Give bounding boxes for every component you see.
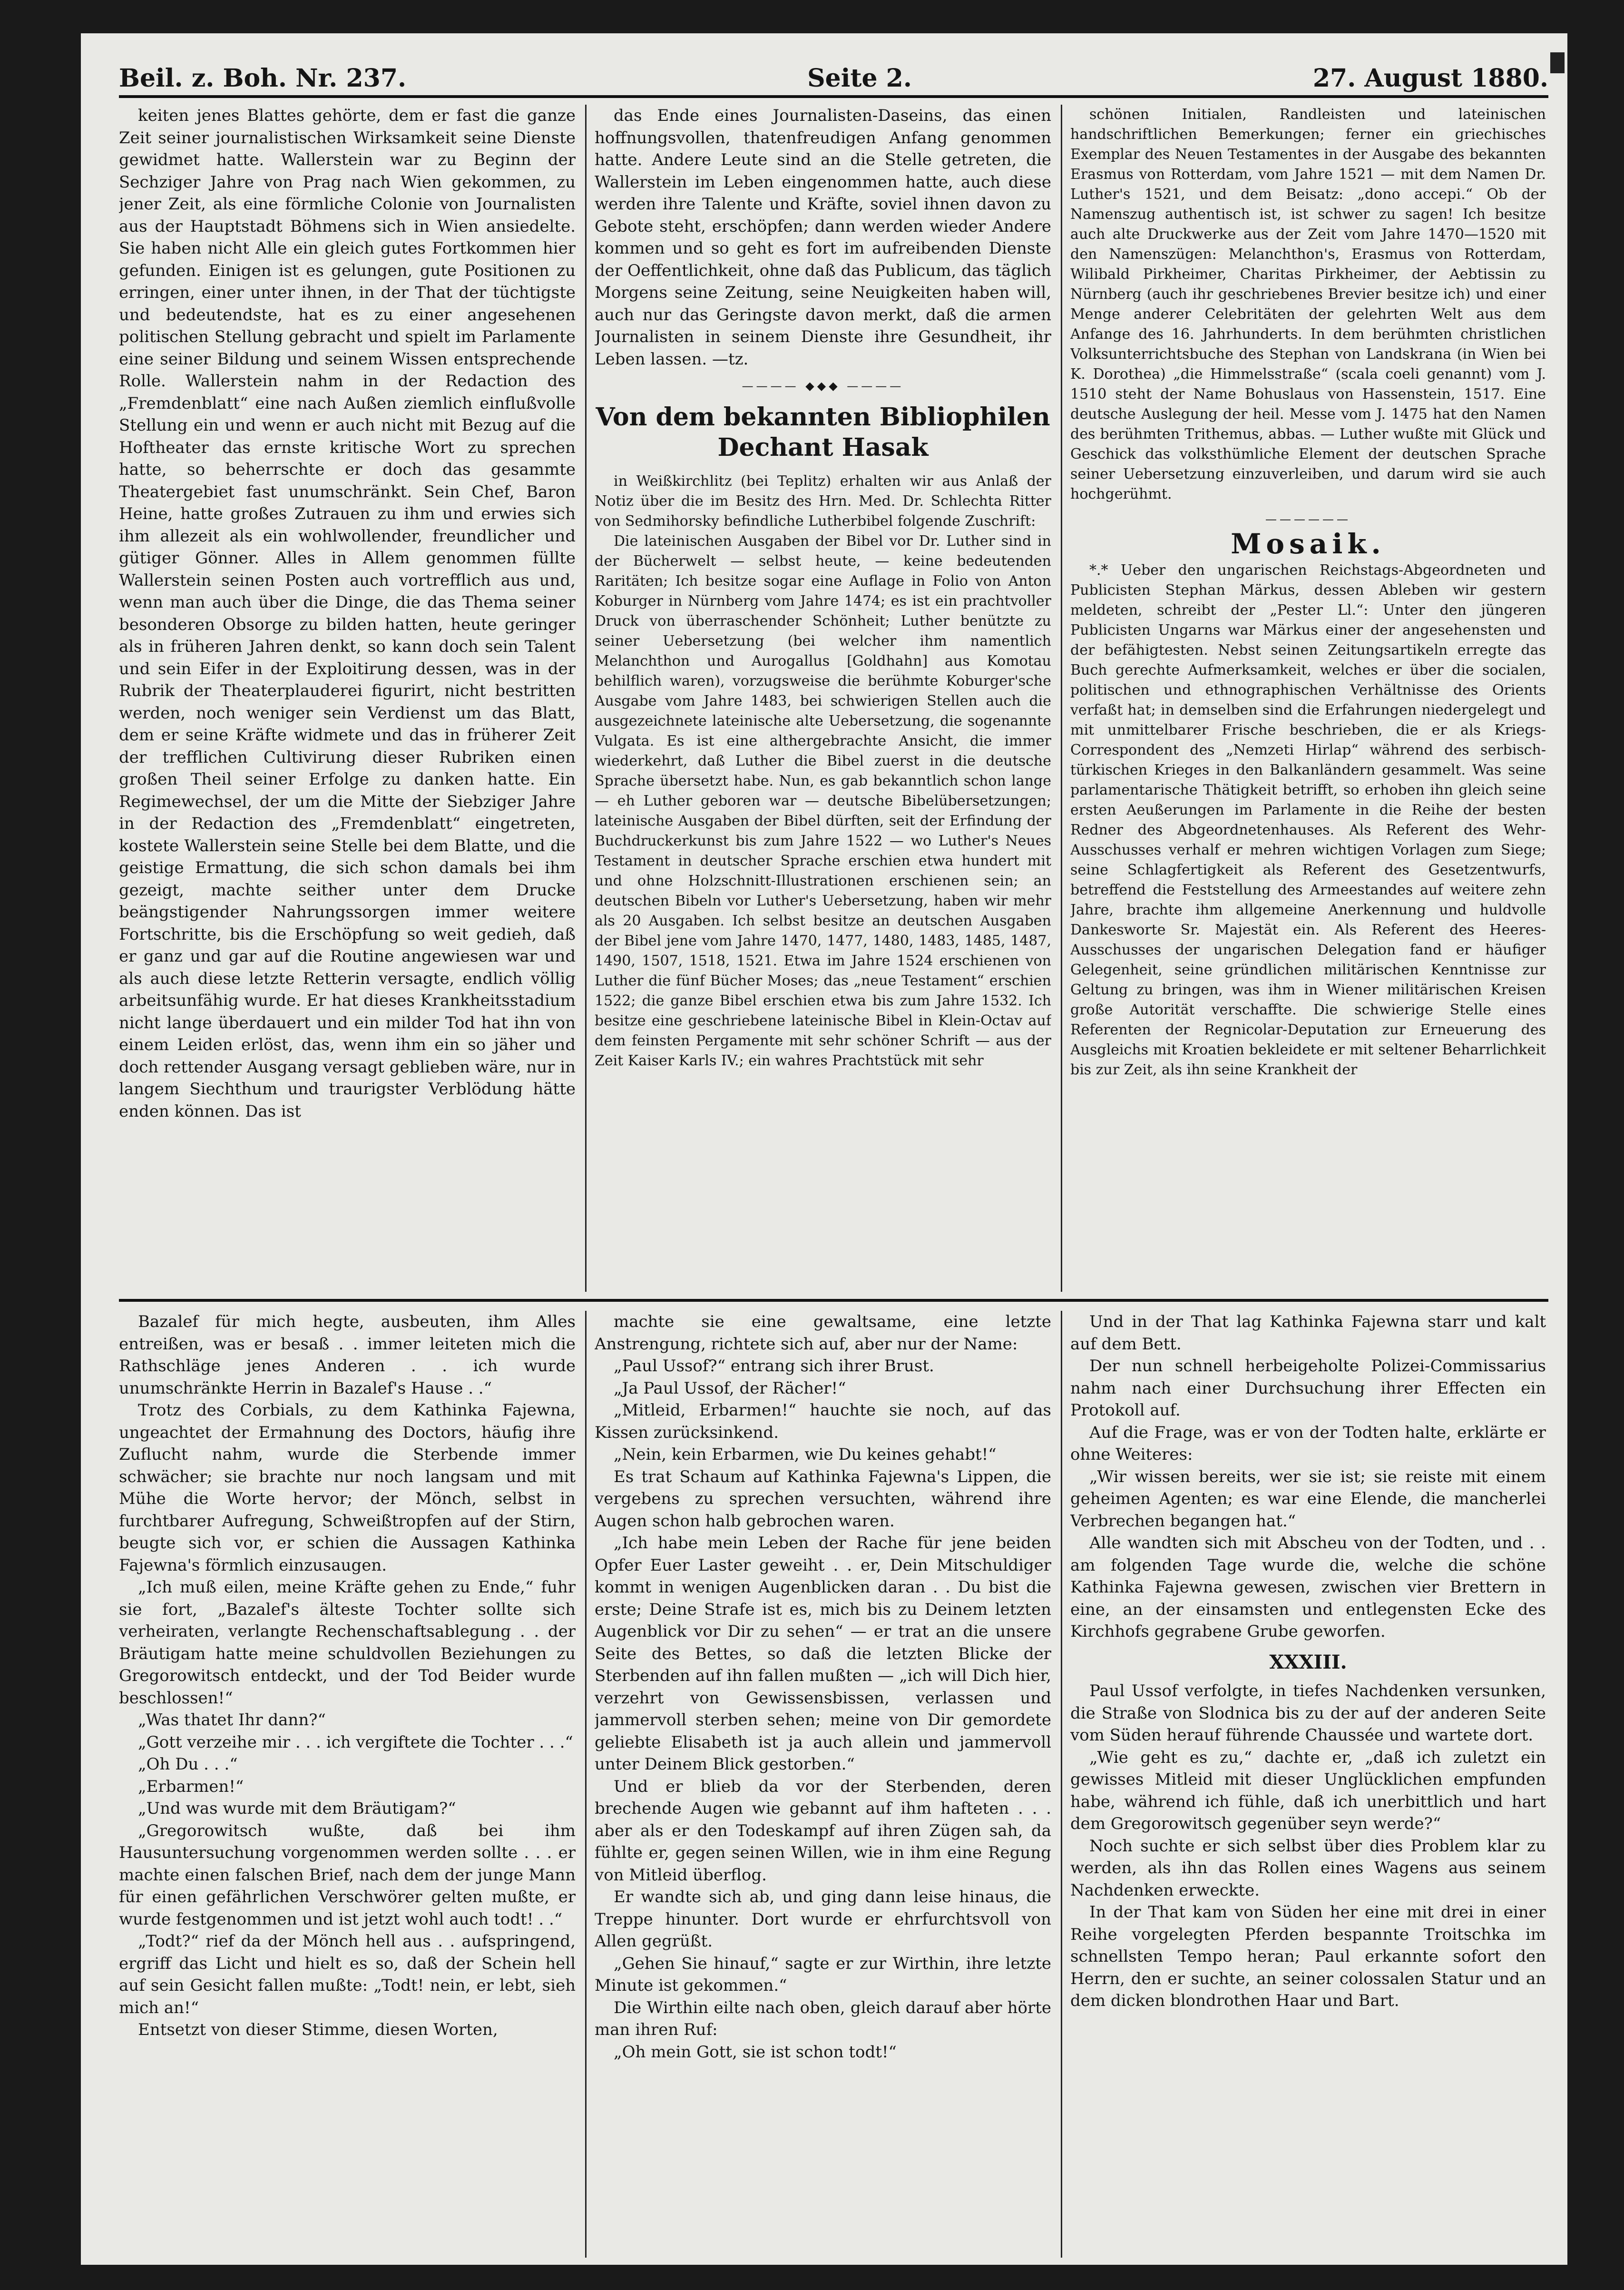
newspaper-page — [81, 33, 1567, 2265]
paragraph: „Gott verzeihe mir . . . ich vergiftete die Tochter . . .“ — [138, 1732, 573, 1752]
column-divider — [585, 1311, 587, 2258]
paragraph: keiten jenes Blattes gehörte, dem er fast die ganze Zeit seiner journalistischen Wirksamkeit seine Dienste gewidmet hatte. Wallerstein war zu Beginn der Sechziger Jahre von Prag nach Wien gekommen, zu jener Zeit, als eine förmliche Colonie von Journalisten aus der Hauptstadt Böhmens sich in Wien ansiedelte. Sie haben nicht Alle ein gleich gutes Fortkommen hier gefunden. Einigen ist es gelungen, gute Positionen zu erringen, einer unter ihnen, in der That der tüchtigste und bedeutendste, hat es zu einer angesehenen politischen Stellung gebracht und spielt im Parlamente eine seiner Bildung und seinem Wissen entsprechende Rolle. Wallerstein nahm in der Redaction des „Fremdenblatt“ eine nach Außen ziemlich einflußvolle Stellung ein und wenn er auch nicht mit Bezug auf die Hoftheater das ernste kritische Wort zu sprechen hatte, so beherrschte er doch das gesammte Theatergebiet fast unumschränkt. Sein Chef, Baron Heine, hatte großes Zutrauen zu ihm und erwies sich ihm allezeit als ein wohlwollender, freundlicher und gütiger Gönner. Alles in Allem genommen füllte Wallerstein seinen Posten auch vortrefflich aus und, wenn man auch über die Dinge, die das Thema seiner besonderen Obsorge zu bilden hatten, heute geringer als in früheren Jahren denkt, so kann doch sein Talent und sein Eifer in der Exploitirung dessen, was in der Rubrik der Theaterplauderei figurirt, nicht bestritten werden, noch weniger sein Verdienst um das Blatt, dem er seine Kräfte widmete und das in früherer Zeit der trefflichen Cultivirung dieser Rubriken einen großen Theil seiner Erfolge zu danken hatte. Ein Regimewechsel, der um die Mitte der Siebziger Jahre in der Redaction des „Fremdenblatt“ eingetreten, kostete Wallerstein seine Stelle bei dem Blatte, und die geistige Ermattung, die sich schon damals bei ihm gezeigt, machte seither unter dem Drucke beängstigender Nahrungssorgen immer weitere Fortschritte, bis die Erschöpfung so weit gedieh, daß er ganz und gar auf die Routine angewiesen war und als auch diese letzte Retterin versagte, endlich völlig arbeitsunfähig wurde. Er hat dieses Krankheitsstadium nicht lange überdauert und ein milder Tod hat ihn von einem Leiden erlöst, das, wenn ihm ein so jäher und doch rettender Ausgang versagt geblieben wäre, nur in langem Siechthum und traurigster Verblödung hätte enden können. Das ist — [119, 106, 576, 1121]
paragraph: „Ja Paul Ussof, der Rächer!“ — [614, 1378, 846, 1398]
paragraph: schönen Initialen, Randleisten und lateinischen handschriftlichen Bemerkungen; ferner ein griechisches Exemplar des Neuen Testamentes in der Ausgabe des bekannten Erasmus von Rotterdam, vom Jahre 1521 — mit dem Namen Dr. Luther's 1521, und dem Beisatz: „dono accepi.“ Ob der Namenszug authentisch ist, ist schwer zu sagen! Ich besitze auch alte Druckwerke aus der Zeit vom Jahre 1470—1520 mit den Namenszügen: Melanchthon's, Erasmus von Rotterdam, Wilibald Pirkheimer, Charitas Pirkheimer, der Aebtissin zu Nürnberg (auch ihr geschriebenes Brevier besitze ich) und einer Menge anderer Celebritäten der gelehrten Welt aus dem Anfange des 16. Jahrhunderts. In dem berühmten christlichen Volksunterrichtsbuche des Stephan von Landskrana (in Wien bei K. Dorothea) „die Himmelsstraße“ (scala coeli genannt) vom J. 1510 steht der Name Bohuslaus von Hassenstein, 1517. Eine deutsche Auslegung der heil. Messe vom J. 1475 hat den Namen des berühmten Trithemus, abbas. — Luther wußte mit Glück und Geschick das volksthümliche Element der deutschen Sprache seiner Uebersetzung einzuverleiben, und darum wird sie auch hochgerühmt. — [1070, 106, 1546, 502]
paragraph: Entsetzt von dieser Stimme, diesen Worten, — [138, 2020, 498, 2039]
paragraph: Die Wirthin eilte nach oben, gleich darauf aber hörte man ihren Ruf: — [595, 1998, 1051, 2039]
paragraph: Auf die Frage, was er von der Todten halte, erklärte er ohne Weiteres: — [1070, 1423, 1546, 1464]
paragraph: „Was thatet Ihr dann?“ — [138, 1710, 326, 1730]
paragraph: In der That kam von Süden her eine mit drei in einer Reihe vorgelegten Pferden bespannte Troitschka im schnellsten Tempo heran; Paul erkannte sofort den Herrn, den er suchte, an seiner colossalen Statur und an dem dicken blondrothen Haar und Bart. — [1070, 1903, 1546, 2010]
paragraph: „Ich muß eilen, meine Kräfte gehen zu Ende,“ fuhr sie fort, „Bazalef's älteste Tochter sollte sich verheiraten, verlangte Rechenschaftsablegung . . der Bräutigam hatte meine schuldvollen Beziehungen zu Gregorowitsch entdeckt, und der Tod Beider wurde beschlossen!“ — [119, 1578, 576, 1708]
paragraph: Es trat Schaum auf Kathinka Fajewna's Lippen, die vergebens zu sprechen versuchten, während ihre Augen schon halb gebrochen waren. — [595, 1467, 1051, 1531]
paragraph: „Erbarmen!“ — [138, 1777, 244, 1796]
article-title: Von dem bekannten Bibliophilen Dechant Hasak — [596, 402, 1050, 462]
paragraph: „Paul Ussof?“ entrang sich ihrer Brust. — [614, 1356, 934, 1376]
paragraph: „Todt?“ rief da der Mönch hell aus . . aufspringend, ergriff das Licht und hielt es so, daß der Schein hell auf sein Gesicht fallen mußte: „Todt! nein, er lebt, sieh mich an!“ — [119, 1932, 576, 2017]
paragraph: „Oh mein Gott, sie ist schon todt!“ — [614, 2042, 897, 2062]
paragraph: in Weißkirchlitz (bei Teplitz) erhalten wir aus Anlaß der Notiz über die im Besitz des Hrn. Med. Dr. Schlechta Ritter von Sedmihorsky befindliche Lutherbibel folgende Zuschrift: — [595, 472, 1051, 530]
paragraph: Noch suchte er sich selbst über dies Problem klar zu werden, als ihn das Rollen eines Wagens aus seinem Nachdenken erweckte. — [1070, 1836, 1546, 1900]
feuilleton-column-3 — [1070, 105, 1546, 1292]
novel-column-3 — [1070, 1311, 1546, 2258]
page-edge-tab — [1550, 52, 1565, 73]
masthead — [119, 48, 1548, 93]
issue-number: Beil. z. Boh. Nr. 237. — [119, 64, 407, 93]
feuilleton-column-1 — [119, 105, 576, 1292]
paragraph: „Und was wurde mit dem Bräutigam?“ — [138, 1799, 456, 1818]
paragraph: „Gehen Sie hinauf,“ sagte er zur Wirthin, ihre letzte Minute ist gekommen.“ — [595, 1954, 1051, 1995]
chapter-number: XXXIII. — [1269, 1651, 1347, 1673]
issue-date: 27. August 1880. — [1312, 64, 1548, 93]
paragraph: Und er blieb da vor der Sterbenden, deren brechende Augen wie gebannt auf ihm hafteten . . . aber als er den Todeskampf auf ihren Zügen sah, da fühlte er, gegen seinen Willen, wie in ihm eine Regung von Mitleid überflog. — [595, 1777, 1051, 1885]
paragraph: Die lateinischen Ausgaben der Bibel vor Dr. Luther sind in der Bücherwelt — selbst heute, — keine bedeutenden Raritäten; Ich besitze sogar eine Auflage in Folio von Anton Koburger in Nürnberg vom Jahre 1474; es ist ein prachtvoller Druck von überraschender Schönheit; Luther benützte zu seiner Uebersetzung (bei welcher ihm namentlich Melanchthon und Aurogallus [Goldhahn] aus Komotau behilflich waren), vorzugsweise die berühmte Koburger'sche Ausgabe vom Jahre 1483, bei schwierigen Stellen auch die ausgezeichnete lateinische alte Uebersetzung, die sogenannte Vulgata. Es ist eine althergebrachte Ansicht, die immer wiederkehrt, daß Luther die Bibel zuerst in die deutsche Sprache übersetzt habe. Nun, es gab bekanntlich schon lange — eh Luther geboren war — deutsche Bibelübersetzungen; lateinische Ausgaben der Bibel dürften, seit der Erfindung der Buchdruckerkunst bis zum Jahre 1522 — wo Luther's Neues Testament in deutscher Sprache erschien etwa hundert mit und ohne Holzschnitt-Illustrationen erschienen sein; an deutschen Bibeln vor Luther's Uebersetzung, haben wir mehr als 20 Ausgaben. Ich selbst besitze an deutschen Ausgaben der Bibel jene vom Jahre 1470, 1477, 1480, 1483, 1485, 1487, 1490, 1507, 1518, 1521. Etwa im Jahre 1524 erschienen von Luther die fünf Bücher Moses; das „neue Testament“ erschien 1522; die ganze Bibel erschien etwa bis zum Jahre 1532. Ich besitze eine geschriebene lateinische Bibel in Klein-Octav auf dem feinsten Pergamente mit sehr schöner Schrift — aus der Zeit Kaiser Karls IV.; ein wahres Prachtstück mit sehr — [595, 532, 1051, 1069]
paragraph: Trotz des Corbials, zu dem Kathinka Fajewna, ungeachtet der Ermahnung des Doctors, häufig ihre Zuflucht nahm, wurde die Sterbende immer schwächer; sie brachte nur noch langsam und mit Mühe die Worte hervor; der Mönch, selbst in furchtbarer Aufregung, Schweißtropfen auf der Stirn, beugte sich vor, er schien die Aussagen Kathinka Fajewna's förmlich einzusaugen. — [119, 1401, 576, 1575]
section-title-mosaik: Mosaik. — [1231, 528, 1386, 560]
ornament-divider: —————— — [1265, 512, 1351, 526]
paragraph: Er wandte sich ab, und ging dann leise hinaus, die Treppe hinunter. Dort wurde er ehrfurchtsvoll von Allen gegrüßt. — [595, 1887, 1051, 1951]
novel-column-1 — [119, 1311, 576, 2258]
section-rule — [119, 1299, 1548, 1302]
page-number: Seite 2. — [807, 64, 912, 93]
paragraph: „Gregorowitsch wußte, daß bei ihm Hausuntersuchung vorgenommen werden sollte . . . er machte einen falschen Brief, nach dem der junge Mann für einen gefährlichen Verschwörer gelten mußte, er wurde festgenommen und ist jetzt wohl auch todt! . .“ — [119, 1821, 576, 1929]
paragraph: *.* Ueber den ungarischen Reichstags-Abgeordneten und Publicisten Stephan Märkus, dessen Ableben wir gestern meldeten, schreibt der „Pester Ll.“: Unter den jüngeren Publicisten Ungarns war Märkus einer der angesehensten und der befähigtesten. Nebst seinen Zeitungsartikeln erregte das Buch gerechte Aufmerksamkeit, welches er über die socialen, politischen und ethnographischen Verhältnisse des Orients verfaßt hat; in demselben sind die Erfahrungen niedergelegt und mit unmittelbarer Frische beschrieben, die er als Kriegs-Correspondent des „Nemzeti Hirlap“ während des serbisch-türkischen Krieges in den Balkanländern gesammelt. Was seine parlamentarische Thätigkeit betrifft, so erhoben ihn gleich seine ersten Aeußerungen im Parlamente in die Reihe der besten Redner des Abgeordnetenhauses. Als Referent des Wehr-Ausschusses verhalf er mehren wichtigen Vorlagen zum Siege; seine Schlagfertigkeit als Referent des Gesetzentwurfs, betreffend die Feststellung des Armeestandes auf weitere zehn Jahre, brachte ihm allgemeine Anerkennung und huldvolle Dankesworte Sr. Majestät ein. Als Referent des Heeres-Ausschusses der ungarischen Delegation fand er häufiger Gelegenheit, seine gründlichen militärischen Kenntnisse zur Geltung zu bringen, was ihm in Wiener militärischen Kreisen große Autorität verschaffte. Die schwierige Stelle eines Referenten der Regnicolar-Deputation zur Erneuerung des Ausgleichs mit Kroatien bekleidete er mit seltener Beharrlichkeit bis zur Zeit, als ihn seine Krankheit der — [1070, 562, 1546, 1078]
paragraph: Der nun schnell herbeigeholte Polizei-Commissarius nahm nach einer Durchsuchung ihrer Effecten ein Protokoll auf. — [1070, 1356, 1546, 1420]
masthead-rule — [119, 95, 1548, 98]
column-divider — [1061, 105, 1062, 1292]
paragraph: Alle wandten sich mit Abscheu von der Todten, und . . am folgenden Tage wurde die, welche die schöne Kathinka Fajewna gewesen, zwischen vier Brettern in eine, an der einsamsten und entlegensten Ecke des Kirchhofs gegrabene Grube geworfen. — [1070, 1533, 1546, 1641]
novel-column-2 — [595, 1311, 1051, 2258]
column-divider — [585, 105, 587, 1292]
paragraph: Paul Ussof verfolgte, in tiefes Nachdenken versunken, die Straße von Slodnica bis zu der auf der anderen Seite vom Süden herauf führende Chaussée und wartete dort. — [1070, 1681, 1546, 1745]
paragraph: „Wir wissen bereits, wer sie ist; sie reiste mit einem geheimen Agenten; es war eine Elende, die mancherlei Verbrechen begangen hat.“ — [1070, 1467, 1546, 1531]
paragraph: Und in der That lag Kathinka Fajewna starr und kalt auf dem Bett. — [1070, 1312, 1546, 1354]
feuilleton-column-2 — [595, 105, 1051, 1292]
paragraph: machte sie eine gewaltsame, eine letzte Anstrengung, richtete sich auf, aber nur der Name: — [595, 1312, 1051, 1354]
paragraph: „Ich habe mein Leben der Rache für jene beiden Opfer Euer Laster geweiht . . er, Dein Mitschuldiger kommt in wenigen Augenblicken daran . . Du bist die erste; Deine Strafe ist es, mich bis zu Deinem letzten Augenblick vor Dir zu sehen“ — er trat an die unsere Seite des Bettes, so daß die letzten Blicke der Sterbenden auf ihn fallen mußten — „ich will Dich hier, verzehrt von Gewissensbissen, verlassen und jammervoll sterben sehen; meine von Dir gemordete geliebte Elisabeth ist ja auch allein und jammervoll unter Deinem Blick gestorben.“ — [595, 1533, 1051, 1774]
paragraph: „Wie geht es zu,“ dachte er, „daß ich zuletzt ein gewisses Mitleid mit dieser Unglücklichen empfunden habe, während ich fühle, daß ich unerbittlich und hart dem Gregorowitsch gegenüber seyn werde?“ — [1070, 1748, 1546, 1833]
column-divider — [1061, 1311, 1062, 2258]
paragraph: Bazalef für mich hegte, ausbeuten, ihm Alles entreißen, was er besaß . . immer leiteten mich die Rathschläge jenes Anderen . . ich wurde unumschränkte Herrin in Bazalef's Hause . .“ — [119, 1312, 576, 1398]
paragraph: das Ende eines Journalisten-Daseins, das einen hoffnungsvollen, thatenfreudigen Anfang genommen hatte. Andere Leute sind an die Stelle getreten, die Wallerstein im Leben eingenommen hatte, auch diese werden ihre Talente und Kräfte, soviel ihnen davon zu Gebote steht, erschöpfen; dann werden wieder Andere kommen und so geht es fort im aufreibenden Dienste der Oeffentlichkeit, ohne daß das Publicum, das täglich Morgens seine Zeitung, seine Neuigkeiten haben will, auch nur das Geringste davon merkt, daß die armen Journalisten in seinem Dienste ihre Gesundheit, ihr Leben lassen. —tz. — [595, 106, 1051, 369]
paragraph: „Oh Du . . .“ — [138, 1755, 238, 1774]
ornament-divider: ———— ◆◆◆ ———— — [742, 379, 904, 393]
paragraph: „Mitleid, Erbarmen!“ hauchte sie noch, auf das Kissen zurücksinkend. — [595, 1401, 1051, 1442]
paragraph: „Nein, kein Erbarmen, wie Du keines gehabt!“ — [614, 1445, 997, 1464]
